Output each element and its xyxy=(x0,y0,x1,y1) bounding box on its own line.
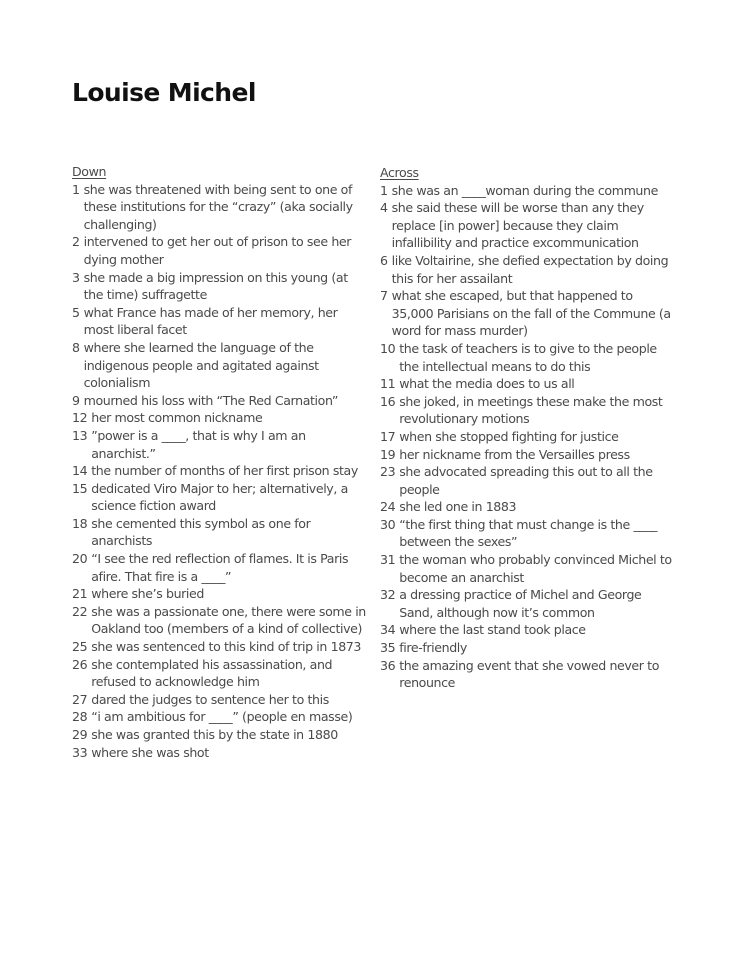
clue-number: 12 xyxy=(72,410,88,426)
clue-text: she was threatened with being sent to one of these institutions for the “crazy” (aka socially challenging) xyxy=(83,181,353,232)
clue-text: she was granted this by the state in 1880 xyxy=(91,727,338,742)
clue-number: 13 xyxy=(72,427,88,443)
clue-number: 26 xyxy=(72,656,88,672)
clue-number: 27 xyxy=(72,691,88,707)
clue-number: 16 xyxy=(380,393,396,409)
down-clue xyxy=(72,269,366,304)
down-clue xyxy=(72,656,366,691)
clue-number: 22 xyxy=(72,603,88,619)
clue-number: 28 xyxy=(72,709,88,725)
clue-text: “i am ambitious for ____” (people en masse) xyxy=(91,709,353,725)
down-clue xyxy=(72,691,366,709)
clue-text: she contemplated his assassination, and refused to acknowledge him xyxy=(91,656,333,690)
clue-text: she said these will be worse than any they replace [in power] because they claim infallibility and practice excommunication xyxy=(391,200,644,251)
clue-number: 36 xyxy=(380,657,396,673)
down-clue xyxy=(72,462,366,480)
down-clue xyxy=(72,339,366,392)
clue-number: 24 xyxy=(380,499,396,515)
clue-number: 35 xyxy=(380,640,396,656)
down-clue xyxy=(72,585,366,603)
down-clue xyxy=(72,409,366,427)
clue-text: intervened to get her out of prison to see her dying mother xyxy=(83,234,352,267)
clue-text: she advocated spreading this out to all the people xyxy=(399,464,653,497)
across-clue-list xyxy=(380,182,674,692)
clue-number: 1 xyxy=(72,181,80,197)
clue-text: she was sentenced to this kind of trip in 1873 xyxy=(91,639,362,655)
clue-number: 34 xyxy=(380,622,396,638)
clue-text: her nickname from the Versailles press xyxy=(399,446,630,462)
clue-text: the task of teachers is to give to the people the intellectual means to do this xyxy=(399,340,657,374)
clue-text: where she learned the language of the indigenous people and agitated against colonialism xyxy=(83,339,319,391)
clue-number: 5 xyxy=(72,304,80,320)
clue-text: what she escaped, but that happened to 35,000 Parisians on the fall of the Commune (a word for mass murder) xyxy=(391,288,671,339)
down-heading-wrap xyxy=(72,163,366,181)
clue-number: 32 xyxy=(380,587,396,603)
clue-text: dedicated Viro Major to her; alternatively, a science fiction award xyxy=(91,480,348,514)
clue-number: 8 xyxy=(72,339,80,355)
clue-text: she was a passionate one, there were some in Oakland too (members of a kind of collective) xyxy=(91,603,366,637)
clue-number: 23 xyxy=(380,464,396,480)
across-clue xyxy=(380,199,674,252)
clue-number: 30 xyxy=(380,516,396,532)
down-clue xyxy=(72,427,366,462)
down-clue xyxy=(72,726,366,744)
clue-number: 29 xyxy=(72,727,88,742)
down-clue xyxy=(72,304,366,339)
down-clue xyxy=(72,515,366,550)
clue-text: like Voltairine, she defied expectation by doing this for her assailant xyxy=(391,252,669,286)
down-clue xyxy=(72,744,366,762)
clue-number: 6 xyxy=(380,252,388,268)
down-clue-list xyxy=(72,181,366,762)
clue-number: 20 xyxy=(72,551,88,567)
down-clue xyxy=(72,708,366,726)
down-clue xyxy=(72,233,366,268)
clue-number: 3 xyxy=(72,269,80,285)
across-clue xyxy=(380,252,674,287)
clue-text: dared the judges to sentence her to this xyxy=(91,691,329,707)
clue-text: where she’s buried xyxy=(91,586,204,602)
clue-text: the amazing event that she vowed never to renounce xyxy=(399,657,659,691)
page-title: Louise Michel xyxy=(72,78,256,107)
clue-text: the woman who probably convinced Michel to become an anarchist xyxy=(399,552,672,585)
clue-text: what the media does to us all xyxy=(399,376,575,392)
clue-number: 17 xyxy=(380,428,396,444)
clue-number: 31 xyxy=(380,552,396,568)
clue-text: ”power is a ____, that is why I am an anarchist.” xyxy=(91,427,306,461)
across-heading: Across xyxy=(380,165,419,180)
clue-number: 33 xyxy=(72,744,88,760)
clue-number: 10 xyxy=(380,340,396,356)
clue-text: “the first thing that must change is the ____ between the sexes” xyxy=(399,516,658,550)
clue-number: 9 xyxy=(72,392,80,408)
clue-text: where she was shot xyxy=(91,744,209,760)
clue-number: 4 xyxy=(380,200,388,216)
down-clue xyxy=(72,603,366,638)
clue-text: when she stopped fighting for justice xyxy=(399,428,619,444)
clue-number: 1 xyxy=(380,182,388,198)
clue-number: 19 xyxy=(380,446,396,462)
clue-number: 18 xyxy=(72,515,88,531)
across-clue xyxy=(380,375,674,393)
across-clue xyxy=(380,551,674,586)
clue-text: a dressing practice of Michel and George Sand, although now it’s common xyxy=(399,587,642,620)
clue-number: 25 xyxy=(72,639,88,655)
across-clue xyxy=(380,340,674,375)
clue-number: 21 xyxy=(72,586,88,602)
clue-text: she joked, in meetings these make the most revolutionary motions xyxy=(399,393,663,427)
down-clue xyxy=(72,181,366,234)
down-heading: Down xyxy=(72,164,107,179)
down-clue xyxy=(72,392,366,410)
across-clue xyxy=(380,621,674,639)
across-heading-wrap xyxy=(380,163,674,182)
across-clue xyxy=(380,428,674,446)
clue-text: she made a big impression on this young (at the time) suffragette xyxy=(83,269,348,303)
clue-text: the number of months of her first prison stay xyxy=(91,463,358,479)
down-clues-column xyxy=(72,163,366,761)
across-clue xyxy=(380,393,674,428)
down-clue xyxy=(72,480,366,515)
down-clue xyxy=(72,638,366,656)
clue-number: 11 xyxy=(380,376,396,392)
across-clue xyxy=(380,516,674,551)
clue-number: 2 xyxy=(72,234,80,250)
clue-text: fire-friendly xyxy=(399,640,467,656)
across-clue xyxy=(380,639,674,657)
clue-number: 14 xyxy=(72,463,88,479)
down-clue xyxy=(72,550,366,585)
clue-text: mourned his loss with “The Red Carnation” xyxy=(83,392,338,408)
clue-text: “I see the red reflection of flames. It is Paris afire. That fire is a ____” xyxy=(91,551,349,584)
clue-number: 7 xyxy=(380,288,388,304)
clue-text: she cemented this symbol as one for anarchists xyxy=(91,515,311,549)
clue-text: her most common nickname xyxy=(91,410,263,426)
across-clue xyxy=(380,498,674,516)
clue-number: 15 xyxy=(72,480,88,496)
clue-text: where the last stand took place xyxy=(399,622,586,638)
clue-text: she was an ____woman during the commune xyxy=(391,182,658,198)
across-clue xyxy=(380,182,674,200)
clue-text: she led one in 1883 xyxy=(399,499,517,515)
across-clue xyxy=(380,463,674,498)
clue-text: what France has made of her memory, her most liberal facet xyxy=(83,304,338,338)
across-clue xyxy=(380,446,674,464)
across-clue xyxy=(380,586,674,621)
across-clues-column xyxy=(380,163,674,692)
across-clue xyxy=(380,657,674,692)
across-clue xyxy=(380,287,674,340)
